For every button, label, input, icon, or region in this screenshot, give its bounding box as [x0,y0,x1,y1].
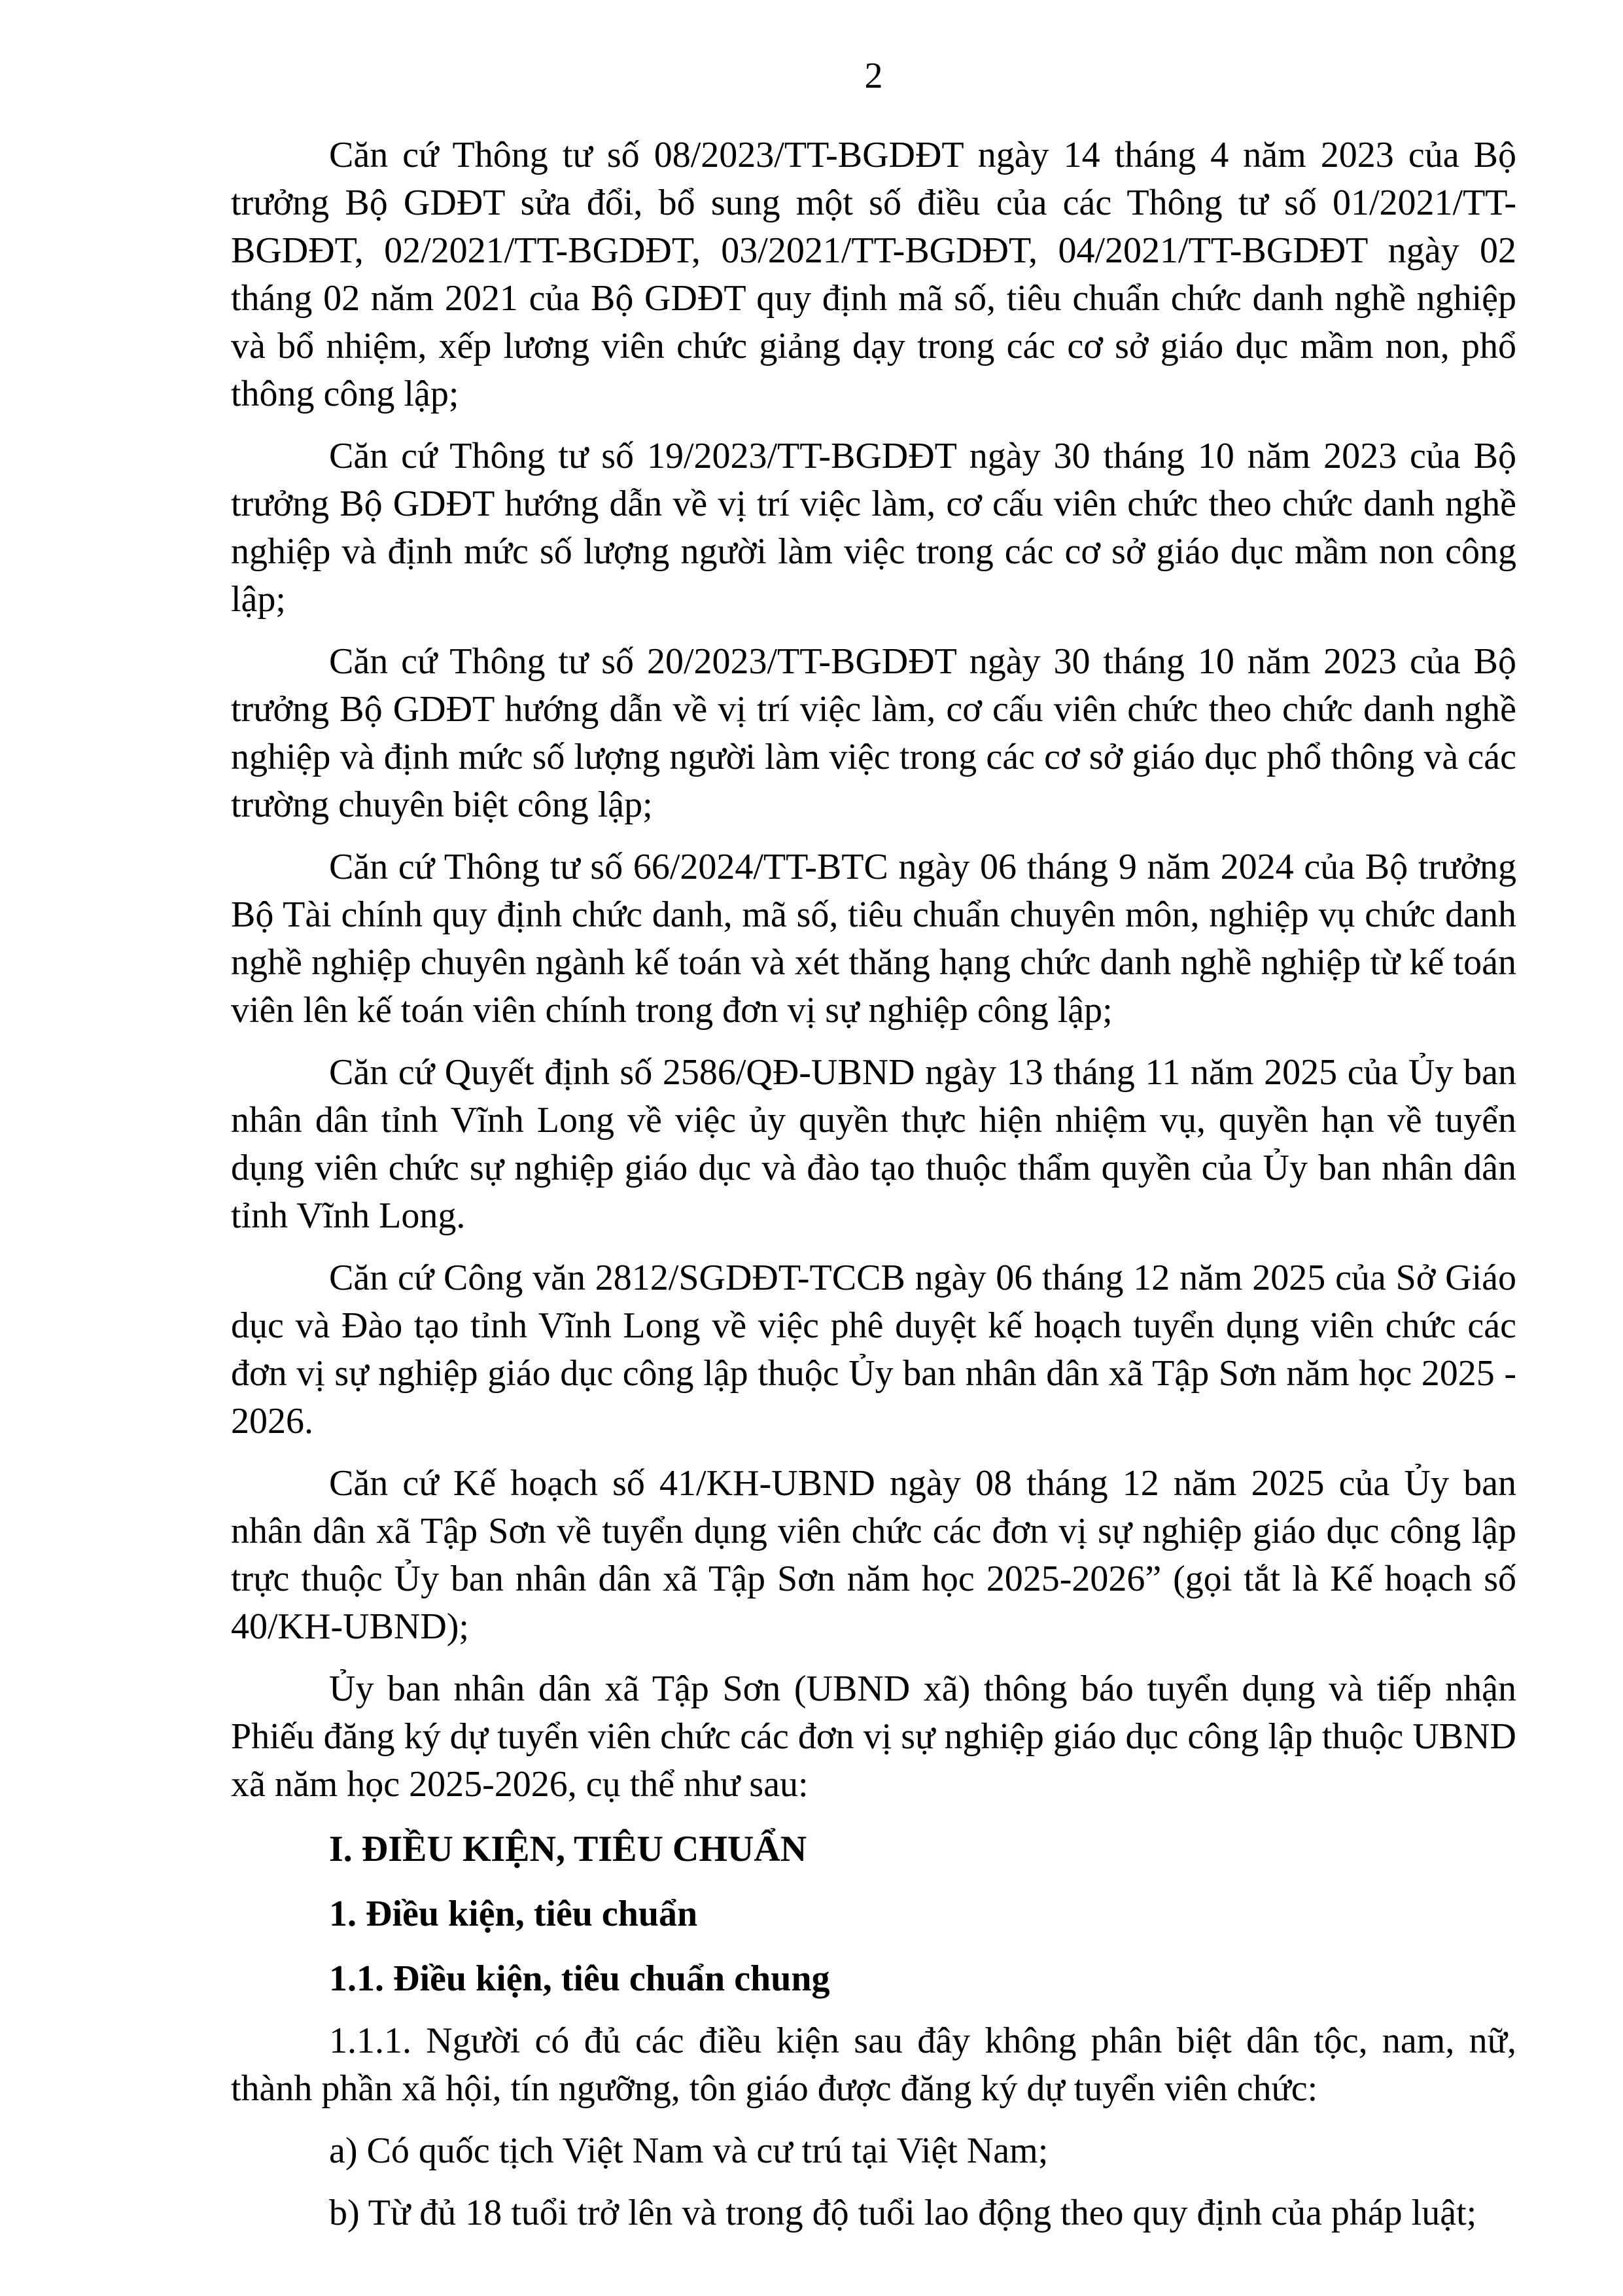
list-item-a: a) Có quốc tịch Việt Nam và cư trú tại Việt Nam; [329,2130,1049,2171]
page-number: 2 [864,56,883,96]
subsection-heading-1-1: 1.1. Điều kiện, tiêu chuẩn chung [329,1958,830,1999]
clause-1-1-1: 1.1.1. Người có đủ các điều kiện sau đây không phân biệt dân tộc, nam, nữ, thành phần xã hội, tín ngưỡng, tôn giáo được đăng ký dự tuyển viên chức: [231,2021,1516,2109]
legal-basis-circular-19-2023: Căn cứ Thông tư số 19/2023/TT-BGDĐT ngày 30 tháng 10 năm 2023 của Bộ trưởng Bộ GDĐT hướng dẫn về vị trí việc làm, cơ cấu viên chức theo chức danh nghề nghiệp và định mức số lượng người làm việc trong các cơ sở giáo dục mầm non công lập; [231,436,1516,620]
legal-basis-plan-41: Căn cứ Kế hoạch số 41/KH-UBND ngày 08 tháng 12 năm 2025 của Ủy ban nhân dân xã Tập Sơn về tuyển dụng viên chức các đơn vị sự nghiệp giáo dục công lập trực thuộc Ủy ban nhân dân xã Tập Sơn năm học 2025-2026” (gọi tắt là Kế hoạch số 40/KH-UBND); [231,1463,1516,1647]
legal-basis-circular-08-2023: Căn cứ Thông tư số 08/2023/TT-BGDĐT ngày 14 tháng 4 năm 2023 của Bộ trưởng Bộ GDĐT sửa đổi, bổ sung một số điều của các Thông tư số 01/2021/TT-BGDĐT, 02/2021/TT-BGDĐT, 03/2021/TT-BGDĐT, 04/2021/TT-BGDĐT ngày 02 tháng 02 năm 2021 của Bộ GDĐT quy định mã số, tiêu chuẩn chức danh nghề nghiệp và bổ nhiệm, xếp lương viên chức giảng dạy trong các cơ sở giáo dục mầm non, phổ thông công lập; [231,135,1516,414]
subsection-heading-1: 1. Điều kiện, tiêu chuẩn [329,1894,698,1934]
section-heading-conditions-standards: I. ĐIỀU KIỆN, TIÊU CHUẨN [329,1829,807,1869]
legal-basis-circular-66-2024: Căn cứ Thông tư số 66/2024/TT-BTC ngày 06 tháng 9 năm 2024 của Bộ trưởng Bộ Tài chính quy định chức danh, mã số, tiêu chuẩn chuyên môn, nghiệp vụ chức danh nghề nghiệp chuyên ngành kế toán và xét thăng hạng chức danh nghề nghiệp từ kế toán viên lên kế toán viên chính trong đơn vị sự nghiệp công lập; [231,847,1516,1031]
list-item-b: b) Từ đủ 18 tuổi trở lên và trong độ tuổi lao động theo quy định của pháp luật; [329,2193,1477,2233]
legal-basis-decision-2586: Căn cứ Quyết định số 2586/QĐ-UBND ngày 13 tháng 11 năm 2025 của Ủy ban nhân dân tỉnh Vĩnh Long về việc ủy quyền thực hiện nhiệm vụ, quyền hạn về tuyển dụng viên chức sự nghiệp giáo dục và đào tạo thuộc thẩm quyền của Ủy ban nhân dân tỉnh Vĩnh Long. [231,1052,1516,1236]
legal-basis-official-letter-2812: Căn cứ Công văn 2812/SGDĐT-TCCB ngày 06 tháng 12 năm 2025 của Sở Giáo dục và Đào tạo tỉnh Vĩnh Long về việc phê duyệt kế hoạch tuyển dụng viên chức các đơn vị sự nghiệp giáo dục công lập thuộc Ủy ban nhân dân xã Tập Sơn năm học 2025 - 2026. [231,1258,1516,1441]
announcement-paragraph: Ủy ban nhân dân xã Tập Sơn (UBND xã) thông báo tuyển dụng và tiếp nhận Phiếu đăng ký dự tuyển viên chức các đơn vị sự nghiệp giáo dục công lập thuộc UBND xã năm học 2025-2026, cụ thể như sau: [231,1669,1516,1805]
legal-basis-circular-20-2023: Căn cứ Thông tư số 20/2023/TT-BGDĐT ngày 30 tháng 10 năm 2023 của Bộ trưởng Bộ GDĐT hướng dẫn về vị trí việc làm, cơ cấu viên chức theo chức danh nghề nghiệp và định mức số lượng người làm việc trong các cơ sở giáo dục phổ thông và các trường chuyên biệt công lập; [231,641,1516,825]
